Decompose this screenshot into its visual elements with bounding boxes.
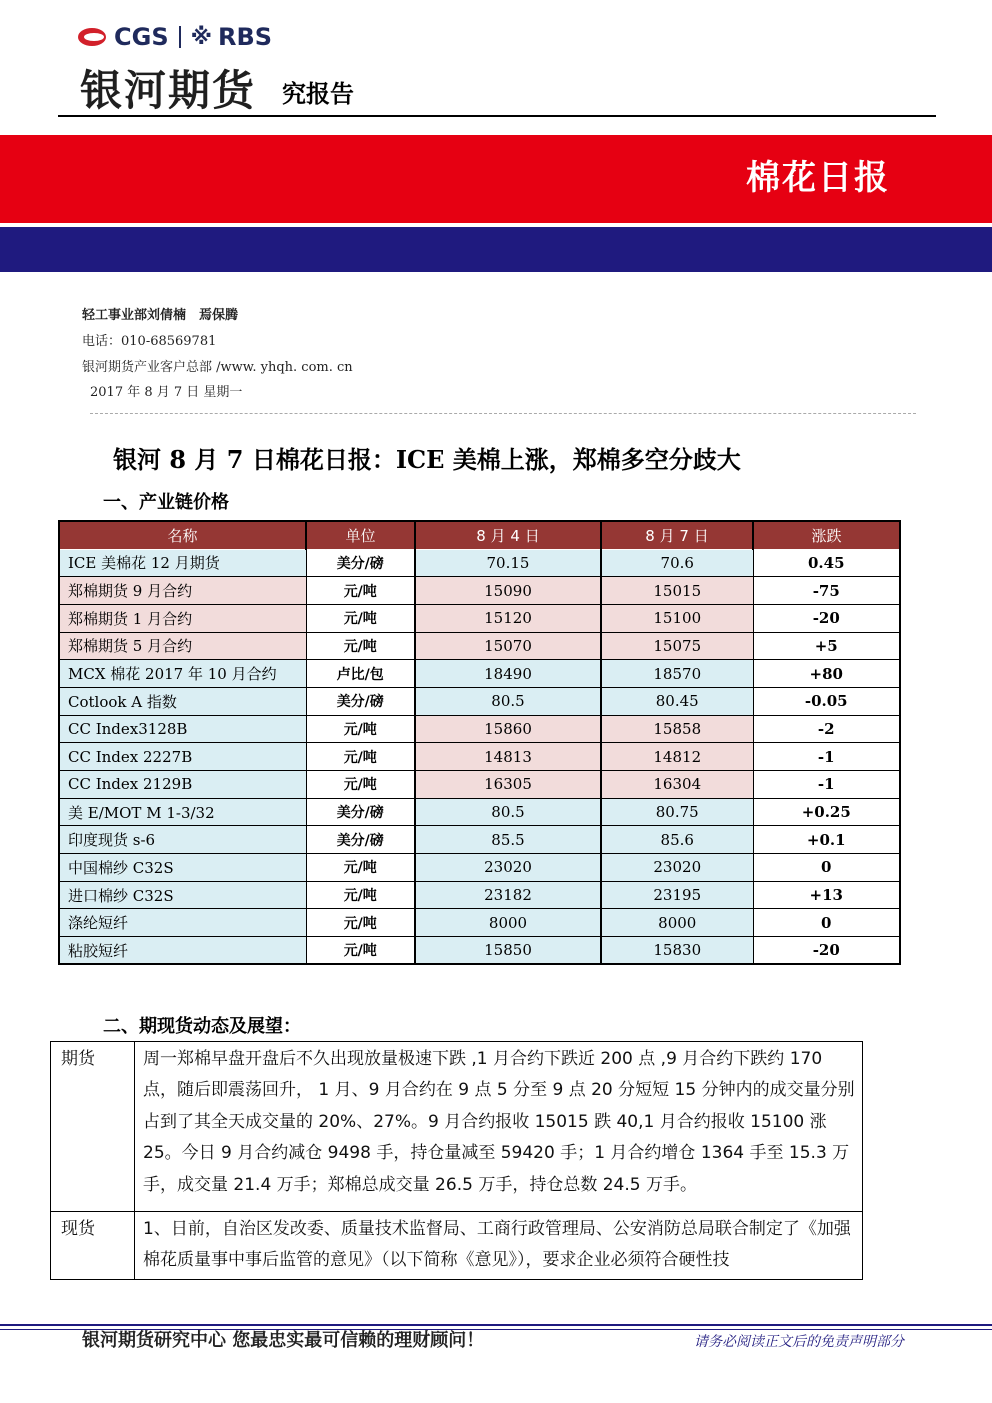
meta-divider xyxy=(90,413,916,414)
table-row xyxy=(59,771,900,799)
cell-aug7: 16304 xyxy=(601,771,753,799)
cell-change: 0 xyxy=(753,909,900,937)
cell-aug7: 15858 xyxy=(601,715,753,743)
cell-change: +80 xyxy=(753,660,900,688)
commentary-row-futures xyxy=(51,1042,863,1212)
col-header-unit: 单位 xyxy=(306,521,415,549)
price-table xyxy=(58,520,901,965)
cell-unit: 元/吨 xyxy=(306,771,415,799)
cell-unit: 元/吨 xyxy=(306,937,415,965)
cell-aug7: 8000 xyxy=(601,909,753,937)
cell-aug4: 14813 xyxy=(415,743,601,771)
commentary-label: 现货 xyxy=(51,1212,135,1280)
cell-change: -2 xyxy=(753,715,900,743)
table-row xyxy=(59,715,900,743)
cell-aug7: 70.6 xyxy=(601,549,753,577)
col-header-aug7: 8 月 7 日 xyxy=(601,521,753,549)
document-title: 银河 8 月 7 日棉花日报：ICE 美棉上涨，郑棉多空分歧大 xyxy=(113,445,741,474)
cell-aug7: 15100 xyxy=(601,604,753,632)
cell-unit: 元/吨 xyxy=(306,881,415,909)
cell-change: -1 xyxy=(753,771,900,799)
table-row xyxy=(59,881,900,909)
cell-name: 郑棉期货 5 月合约 xyxy=(59,632,306,660)
footer-slogan: 银河期货研究中心 您最忠实最可信赖的理财顾问！ xyxy=(82,1330,485,1351)
col-header-change: 涨跌 xyxy=(753,521,900,549)
commentary-text: 周一郑棉早盘开盘后不久出现放量极速下跌 ,1 月合约下跌近 200 点 ,9 月合约下跌约 170 点，随后即震荡回升， 1 月、9 月合约在 9 点 5 分至 9 点 20 分短短 15 分钟内的成交量分别占到了其全天成交量的 20%、27%。9 月合约报收 15015 跌 40,1 月合约报收 15100 涨 25。今日 9 月合约减仓 9498 手，持仓量减至 59420 手；1 月合约增仓 1364 手至 15.3 万手，成交量 21.4 万手；郑棉总成交量 26.5 万手，持仓总数 24.5 万手。 xyxy=(135,1042,863,1212)
section-heading-prices: 一、产业链价格 xyxy=(103,492,229,513)
section-heading-outlook: 二、期现货动态及展望： xyxy=(103,1016,301,1037)
authors: 轻工事业部刘倩楠 焉保腾 xyxy=(82,308,239,323)
cell-name: 郑棉期货 1 月合约 xyxy=(59,604,306,632)
cell-name: 郑棉期货 9 月合约 xyxy=(59,577,306,605)
cell-unit: 元/吨 xyxy=(306,743,415,771)
commentary-table xyxy=(50,1041,863,1280)
header-divider xyxy=(58,115,936,117)
cell-change: -0.05 xyxy=(753,687,900,715)
cell-unit: 元/吨 xyxy=(306,909,415,937)
cell-name: CC Index3128B xyxy=(59,715,306,743)
table-row xyxy=(59,743,900,771)
cell-name: 粘胶短纤 xyxy=(59,937,306,965)
cell-aug4: 18490 xyxy=(415,660,601,688)
table-header-row xyxy=(59,521,900,549)
col-header-aug4: 8 月 4 日 xyxy=(415,521,601,549)
cell-change: -20 xyxy=(753,937,900,965)
cell-aug7: 80.75 xyxy=(601,798,753,826)
cell-aug7: 18570 xyxy=(601,660,753,688)
cell-change: -1 xyxy=(753,743,900,771)
cell-aug4: 23020 xyxy=(415,854,601,882)
cell-name: MCX 棉花 2017 年 10 月合约 xyxy=(59,660,306,688)
cell-aug4: 15090 xyxy=(415,577,601,605)
cell-aug4: 15070 xyxy=(415,632,601,660)
cell-aug4: 15850 xyxy=(415,937,601,965)
cell-name: 印度现货 s-6 xyxy=(59,826,306,854)
table-row xyxy=(59,937,900,965)
cell-aug4: 8000 xyxy=(415,909,601,937)
cell-aug7: 23020 xyxy=(601,854,753,882)
cell-name: ICE 美棉花 12 月期货 xyxy=(59,549,306,577)
cell-change: +0.25 xyxy=(753,798,900,826)
table-row xyxy=(59,854,900,882)
footer-disclaimer-note: 请务必阅读正文后的免责声明部分 xyxy=(694,1334,904,1350)
cell-aug4: 15860 xyxy=(415,715,601,743)
cell-aug4: 16305 xyxy=(415,771,601,799)
table-row xyxy=(59,577,900,605)
logo-cgs-text: CGS xyxy=(114,23,169,51)
logo-rbs-text: RBS xyxy=(218,23,273,51)
brand-name: 银河期货 xyxy=(80,66,257,115)
cell-aug7: 14812 xyxy=(601,743,753,771)
cell-name: 美 E/MOT M 1-3/32 xyxy=(59,798,306,826)
report-type: 究报告 xyxy=(282,80,354,108)
table-row xyxy=(59,909,900,937)
table-row xyxy=(59,687,900,715)
cell-aug7: 85.6 xyxy=(601,826,753,854)
cell-name: 进口棉纱 C32S xyxy=(59,881,306,909)
cell-name: Cotlook A 指数 xyxy=(59,687,306,715)
cell-aug4: 23182 xyxy=(415,881,601,909)
cell-aug7: 15015 xyxy=(601,577,753,605)
cell-change: 0.45 xyxy=(753,549,900,577)
cell-name: CC Index 2129B xyxy=(59,771,306,799)
phone: 电话：010-68569781 xyxy=(82,334,217,349)
cell-change: +13 xyxy=(753,881,900,909)
cell-unit: 美分/磅 xyxy=(306,687,415,715)
table-row xyxy=(59,826,900,854)
table-row xyxy=(59,798,900,826)
cell-aug4: 70.15 xyxy=(415,549,601,577)
table-row xyxy=(59,604,900,632)
report-date: 2017 年 8 月 7 日 星期一 xyxy=(90,385,243,400)
cell-unit: 元/吨 xyxy=(306,854,415,882)
cell-aug7: 80.45 xyxy=(601,687,753,715)
rbs-logo-icon: ※ xyxy=(190,24,212,50)
company-logo xyxy=(78,22,272,52)
blue-band xyxy=(0,227,992,272)
table-row xyxy=(59,632,900,660)
cell-aug7: 15830 xyxy=(601,937,753,965)
cell-aug7: 23195 xyxy=(601,881,753,909)
cell-unit: 卢比/包 xyxy=(306,660,415,688)
cell-aug7: 15075 xyxy=(601,632,753,660)
cell-unit: 元/吨 xyxy=(306,604,415,632)
cell-aug4: 80.5 xyxy=(415,687,601,715)
table-row xyxy=(59,660,900,688)
website-link[interactable]: 银河期货产业客户总部 /www. yhqh. com. cn xyxy=(82,360,353,375)
cell-change: -75 xyxy=(753,577,900,605)
commentary-label: 期货 xyxy=(51,1042,135,1212)
cgs-logo-icon xyxy=(78,26,108,48)
cell-name: 中国棉纱 C32S xyxy=(59,854,306,882)
commentary-text: 1、日前，自治区发改委、质量技术监督局、工商行政管理局、公安消防总局联合制定了《加强棉花质量事中事后监管的意见》（以下简称《意见》），要求企业必须符合硬性技 xyxy=(135,1212,863,1280)
cell-aug4: 80.5 xyxy=(415,798,601,826)
col-header-name: 名称 xyxy=(59,521,306,549)
cell-unit: 元/吨 xyxy=(306,632,415,660)
cell-change: 0 xyxy=(753,854,900,882)
cell-unit: 元/吨 xyxy=(306,577,415,605)
cell-change: -20 xyxy=(753,604,900,632)
cell-unit: 元/吨 xyxy=(306,715,415,743)
cell-name: 涤纶短纤 xyxy=(59,909,306,937)
cell-aug4: 85.5 xyxy=(415,826,601,854)
cell-unit: 美分/磅 xyxy=(306,798,415,826)
table-row xyxy=(59,549,900,577)
cell-change: +5 xyxy=(753,632,900,660)
logo-divider xyxy=(179,26,181,48)
cell-aug4: 15120 xyxy=(415,604,601,632)
cell-change: +0.1 xyxy=(753,826,900,854)
cell-unit: 美分/磅 xyxy=(306,826,415,854)
cell-name: CC Index 2227B xyxy=(59,743,306,771)
band-title: 棉花日报 xyxy=(746,158,890,198)
cell-unit: 美分/磅 xyxy=(306,549,415,577)
commentary-row-spot xyxy=(51,1212,863,1280)
